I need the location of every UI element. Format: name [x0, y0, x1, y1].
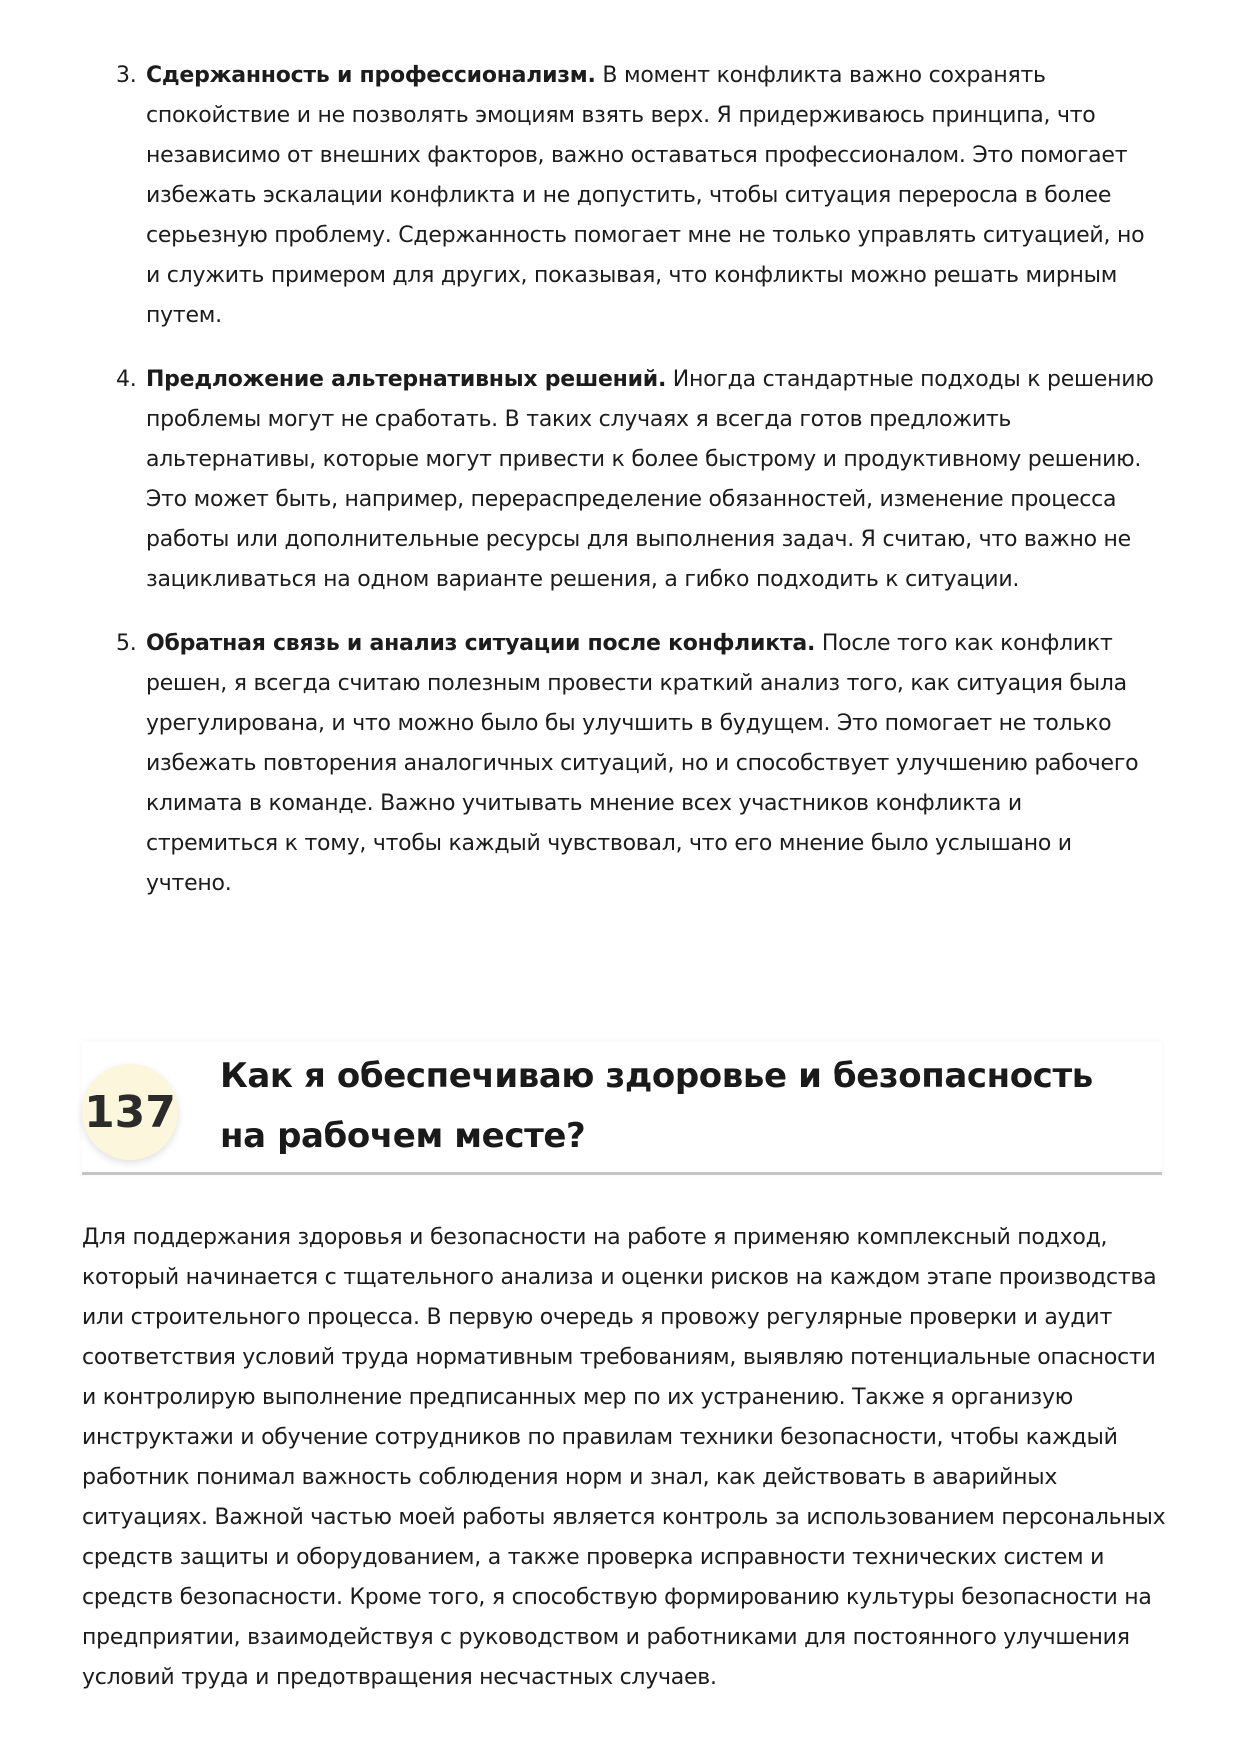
list-item — [0, 56, 1239, 336]
list-item-text: После того как конфликт решен, я всегда считаю полезным провести краткий анализ того, как ситуация была урегулирована, и что можно было бы улучшить в будущем. Это помогает не только избежать повторения аналогичных ситуаций, но и способствует улучшению рабочего климата в команде. Важно учитывать мнение всех участников конфликта и стремиться к тому, чтобы каждый чувствовал, что его мнение было услышано и учтено. — [146, 631, 1139, 896]
section-title: Как я обеспечиваю здоровье и безопасность на рабочем месте? — [220, 1056, 1093, 1156]
list-item — [0, 360, 1239, 600]
list-item — [0, 624, 1239, 904]
section-header — [82, 1042, 1162, 1175]
list-item-number: 3. — [116, 63, 137, 88]
list-item-text: Иногда стандартные подходы к решению проблемы могут не сработать. В таких случаях я всегда готов предложить альтернативы, которые могут привести к более быстрому и продуктивному решению. Это может быть, например, перераспределение обязанностей, изменение процесса работы или дополнительные ресурсы для выполнения задач. Я считаю, что важно не зацикливаться на одном варианте решения, а гибко подходить к ситуации. — [146, 367, 1154, 592]
numbered-list — [0, 56, 1239, 928]
list-item-lead: Предложение альтернативных решений. — [146, 367, 667, 392]
list-item-number: 4. — [116, 367, 137, 392]
section-number-badge: 137 — [82, 1064, 178, 1160]
list-item-text: В момент конфликта важно сохранять спокойствие и не позволять эмоциям взять верх. Я придерживаюсь принципа, что независимо от внешних факторов, важно оставаться профессионалом. Это помогает избежать эскалации конфликта и не допустить, чтобы ситуация переросла в более серьезную проблему. Сдержанность помогает мне не только управлять ситуацией, но и служить примером для других, показывая, что конфликты можно решать мирным путем. — [146, 63, 1145, 328]
body-paragraph: Для поддержания здоровья и безопасности на работе я применяю комплексный подход, который начинается с тщательного анализа и оценки рисков на каждом этапе производства или строительного процесса. В первую очередь я провожу регулярные проверки и аудит соответствия условий труда нормативным требованиям, выявляю потенциальные опасности и контролирую выполнение предписанных мер по их устранению. Также я организую инструктажи и обучение сотрудников по правилам техники безопасности, чтобы каждый работник понимал важность соблюдения норм и знал, как действовать в аварийных ситуациях. Важной частью моей работы является контроль за использованием персональных средств защиты и оборудованием, а также проверка исправности технических систем и средств безопасности. Кроме того, я способствую формированию культуры безопасности на предприятии, взаимодействуя с руководством и работниками для постоянного улучшения условий труда и предотвращения несчастных случаев. — [82, 1225, 1166, 1690]
list-item-lead: Обратная связь и анализ ситуации после конфликта. — [146, 631, 816, 656]
list-item-lead: Сдержанность и профессионализм. — [146, 63, 596, 88]
list-item-number: 5. — [116, 631, 137, 656]
